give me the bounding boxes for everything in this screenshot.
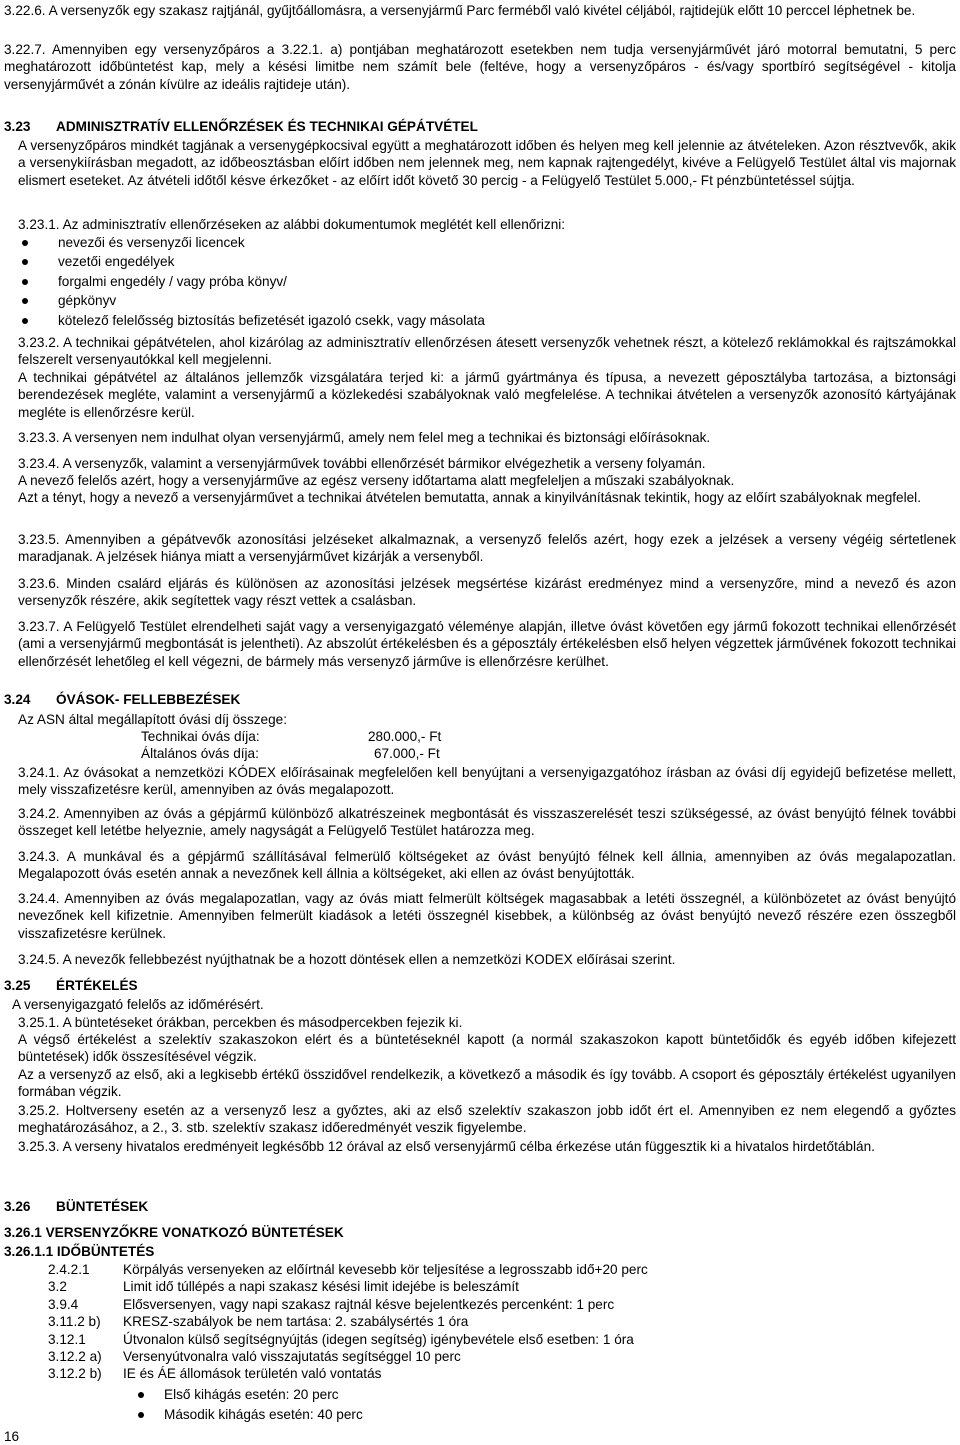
list-item: kötelező felelősség biztosítás befizetését igazoló csekk, vagy másolata <box>0 311 485 330</box>
section-number: 3.23 <box>4 119 31 134</box>
penalty-text: Versenyútvonalra való visszajutatás segítséggel 10 perc <box>123 1348 461 1364</box>
penalty-code: 3.12.1 <box>48 1331 86 1347</box>
subsection-number: 3.26.1.1 <box>4 1244 54 1259</box>
paragraph-3-23-7: 3.23.7. A Felügyelő Testület elrendelheti saját vagy a versenyigazgató véleménye alapján, illetve óvást követően egy jármű fokozott technikai ellenőrzését (ami a versenyjármű megbontását is jelentheti). Az abszolút értékelésben és a géposztály értékelésben első helyen végzettek járművének fokozott technikai ellenőrzését lehetőleg el kell végezni, de bármely más versenyző járműve is ellenőrzésre kerülhet. <box>18 619 956 669</box>
fee-label-general: Általános óvás díja: <box>141 746 259 761</box>
list-item: vezetői engedélyek <box>0 252 485 271</box>
penalty-text: IE és ÁE állomások területén való vontatás <box>123 1366 382 1382</box>
paragraph-3-23-6: 3.23.6. Minden csalárd eljárás és különösen az azonosítási jelzések megsértése kizárást eredményez mind a versenyzőre, mind a nevező és azon versenyzők részére, akik segítettek vagy részt vettek a csalásban. <box>18 576 956 609</box>
paragraph-3-24-intro: Az ASN által megállapított óvási díj összege: <box>18 712 287 727</box>
section-title: BÜNTETÉSEK <box>56 1199 149 1214</box>
paragraph-3-22-6: 3.22.6. A versenyzők egy szakasz rajtjánál, gyűjtőállomásra, a versenyjármű Parc ferméből való kivétel céljából, rajtidejük előtt 10 perccel léphetnek be. <box>4 3 916 18</box>
penalty-item <box>48 1296 648 1313</box>
section-heading-3-23 <box>4 118 478 135</box>
penalty-item <box>48 1261 648 1278</box>
penalty-item <box>48 1313 648 1330</box>
towing-penalty-list <box>100 1385 363 1425</box>
list-item: nevezői és versenyzői licencek <box>0 233 485 252</box>
paragraph-3-25-1-c: Az a versenyző az első, aki a legkisebb értékű összidővel rendelkezik, a következő a második és így tovább. A csoport és géposztály értékelést ugyanilyen formában végzik. <box>18 1067 956 1100</box>
list-item: Első kihágás esetén: 20 perc <box>100 1385 363 1405</box>
paragraph-3-25-intro: A versenyigazgató felelős az időmérésért. <box>12 997 264 1012</box>
paragraph-3-23-5: 3.23.5. Amennyiben a gépátvevők azonosítási jelzéseket alkalmaznak, a versenyző felelős azért, hogy ezek a jelzések a verseny végéig sértetlenek maradjanak. A jelzések hiánya miatt a versenyjárművet kizárják a versenyből. <box>18 532 956 565</box>
section-heading-3-26 <box>4 1198 148 1215</box>
paragraph-3-23-1: 3.23.1. Az adminisztratív ellenőrzéseken az alábbi dokumentumok meglétét kell ellenőrizni: <box>18 217 566 232</box>
paragraph-3-23-4-b: A nevező felelős azért, hogy a versenyjárműve az egész verseny időtartama alatt megfeleljen a műszaki szabályoknak. <box>18 473 735 488</box>
list-item: gépkönyv <box>0 291 485 310</box>
penalty-item <box>48 1348 648 1365</box>
paragraph-3-24-4: 3.24.4. Amennyiben az óvás megalapozatlan, vagy az óvás miatt felmerült költségek magasabbak a letéti összegnél, a különbözetet az óvást benyújtó nevezőnek kell kifizetnie. Amennyiben felmerült kiadások a letéti összegnél kisebbek, a különbség az óvást benyújtó nevező részére ezen összegből visszafizetésre kerülnek. <box>18 891 956 941</box>
paragraph-3-24-3: 3.24.3. A munkával és a gépjármű szállításával felmerülő költségeket az óvást benyújtó félnek kell állnia, amennyiben az óvás megalapozatlan. Megalapozott óvás esetén annak a nevezőnek kell állnia a költségeket, aki ellen az óvást benyújtották. <box>18 849 956 882</box>
subsection-title: IDŐBÜNTETÉS <box>56 1244 155 1259</box>
penalty-code: 3.11.2 b) <box>48 1314 101 1330</box>
fee-amount-general: 67.000,- Ft <box>374 746 440 761</box>
paragraph-3-24-5: 3.24.5. A nevezők fellebbezést nyújthatnak be a hozott döntések ellen a nemzetközi KODEX előírásai szerint. <box>18 952 676 967</box>
paragraph-3-23-intro: A versenyzőpáros mindkét tagjának a versenygépkocsival együtt a meghatározott időben és helyen meg kell jelennie az átvételeken. Azon résztvevők, akik a versenykiírásban megadott, az időbeosztásban előírt időben nem jelennek meg, nem kapnak rajtengedélyt, kivéve a Felügyelő Testület által vis majornak elismert eseteket. Az átvételi időtől késve érkezőket - az előírt időt követő 30 percig - a Felügyelő Testület 5.000,- Ft pénzbüntetéssel sújtja. <box>18 138 956 188</box>
section-heading-3-24 <box>4 691 240 708</box>
penalty-item <box>48 1331 648 1348</box>
paragraph-3-25-2: 3.25.2. Holtverseny esetén az a versenyző lesz a győztes, aki az első szelektív szakaszon jobb időt ért el. Amennyiben ez nem elegendő a győztes meghatározásához, a 2., 3. stb. szelektív szakasz időeredményét veszik figyelembe. <box>18 1103 956 1136</box>
paragraph-3-23-4: 3.23.4. A versenyzők, valamint a versenyjárművek további ellenőrzését bármikor elvégezhetik a verseny folyamán. <box>18 456 706 471</box>
paragraph-3-24-1: 3.24.1. Az óvásokat a nemzetközi KÓDEX előírásainak megfelelően kell benyújtani a versenyigazgatóhoz írásban az óvási díj egyidejű befizetése mellett, mely visszafizetésre kerül, amennyiben az óvás megalapozott. <box>18 765 956 798</box>
subsection-heading-3-26-1-1 <box>4 1243 154 1260</box>
penalty-code: 2.4.2.1 <box>48 1262 90 1277</box>
penalty-text: Útvonalon külső segítségnyújtás (idegen segítség) igénybevétele első esetben: 1 óra <box>123 1331 634 1347</box>
penalty-list <box>48 1261 648 1383</box>
penalty-text: Elősversenyen, vagy napi szakasz rajtnál késve bejelentkezés percenként: 1 perc <box>123 1296 615 1312</box>
paragraph-3-25-1: 3.25.1. A büntetéseket órákban, percekben és másodpercekben fejezik ki. <box>18 1015 463 1030</box>
paragraph-3-23-3: 3.23.3. A versenyen nem indulhat olyan versenyjármű, amely nem felel meg a technikai és biztonsági előírásoknak. <box>18 430 711 445</box>
section-number: 3.26 <box>4 1199 31 1214</box>
section-heading-3-25 <box>4 977 138 994</box>
penalty-item <box>48 1278 648 1295</box>
section-title: ÉRTÉKELÉS <box>56 978 138 993</box>
paragraph-3-22-7: 3.22.7. Amennyiben egy versenyzőpáros a 3.22.1. a) pontjában meghatározott esetekben nem tudja versenyjárművét járó motorral bemutatni, 5 perc meghatározott időbüntetést kap, mely a késési limitbe nem számít bele (feltéve, hogy a versenyzőpáros - és/vagy sportbíró segítségével - kitolja versenyjárművét a zónán kívülre az ideális rajtideje után). <box>4 42 956 92</box>
paragraph-3-23-2-b: A technikai gépátvétel az általános jellemzők vizsgálatára terjed ki: a jármű gyártmánya és típusa, a nevezett géposztályba tartozása, a biztonsági berendezések megléte, valamint a versenyjármű a közlekedési szabályoknak való megfelelése. A technikai átvételen a versenyzők azonosító kártyájának megléte is ellenőrzésre kerül. <box>18 370 956 420</box>
paragraph-3-25-1-b: A végső értékelést a szelektív szakaszokon elért és a büntetéseknél kapott (a normál szakaszokon kapott büntetőidők és egyéb időben kifejezett büntetések) idők összesítésével végzik. <box>18 1032 956 1065</box>
section-number: 3.24 <box>4 692 31 707</box>
fee-amount-technical: 280.000,- Ft <box>368 729 442 744</box>
section-number: 3.25 <box>4 978 31 993</box>
paragraph-3-25-3: 3.25.3. A verseny hivatalos eredményeit legkésőbb 12 órával az első versenyjármű célba érkezése után függesztik ki a hivatalos hirdetőtáblán. <box>18 1139 875 1154</box>
section-title: ÓVÁSOK- FELLEBBEZÉSEK <box>56 692 241 707</box>
paragraph-3-23-2: 3.23.2. A technikai gépátvételen, ahol kizárólag az adminisztratív ellenőrzésen átesett versenyzők vehetnek részt, a kötelező reklámokkal és rajtszámokkal felszerelt versenyautókkal kell megjelenni. <box>18 335 956 368</box>
page-number: 16 <box>4 1429 20 1444</box>
penalty-code: 3.12.2 b) <box>48 1366 102 1382</box>
penalty-code: 3.2 <box>48 1279 67 1295</box>
penalty-item <box>48 1365 648 1382</box>
paragraph-3-23-4-c: Azt a tényt, hogy a nevező a versenyjárművet a technikai átvételen bemutatta, annak a kinyilvánításnak tekintik, hogy az előírt szabályoknak megfelel. <box>18 490 921 505</box>
fee-label-technical: Technikai óvás díja: <box>141 729 260 744</box>
document-list <box>0 233 485 330</box>
section-title: ADMINISZTRATÍV ELLENŐRZÉSEK ÉS TECHNIKAI GÉPÁTVÉTEL <box>56 119 478 134</box>
penalty-text: Limit idő túllépés a napi szakasz késési limit idejébe is beleszámít <box>123 1279 519 1295</box>
penalty-code: 3.12.2 a) <box>48 1348 102 1364</box>
penalty-text: KRESZ-szabályok be nem tartása: 2. szabálysértés 1 óra <box>123 1314 469 1330</box>
penalty-text: Körpályás versenyeken az előírtnál kevesebb kör teljesítése a legrosszabb idő+20 perc <box>123 1262 648 1277</box>
subsection-heading-3-26-1: 3.26.1 VERSENYZŐKRE VONATKOZÓ BÜNTETÉSEK <box>4 1225 344 1240</box>
list-item: forgalmi engedély / vagy próba könyv/ <box>0 272 485 291</box>
list-item: Második kihágás esetén: 40 perc <box>100 1405 363 1425</box>
paragraph-3-24-2: 3.24.2. Amennyiben az óvás a gépjármű különböző alkatrészeinek megbontását és visszaszerelését teszi szükségessé, az óvást benyújtó félnek további összeget kell letétbe helyeznie, amely nagyságát a Felügyelő Testület határozza meg. <box>18 806 956 839</box>
penalty-code: 3.9.4 <box>48 1296 79 1312</box>
